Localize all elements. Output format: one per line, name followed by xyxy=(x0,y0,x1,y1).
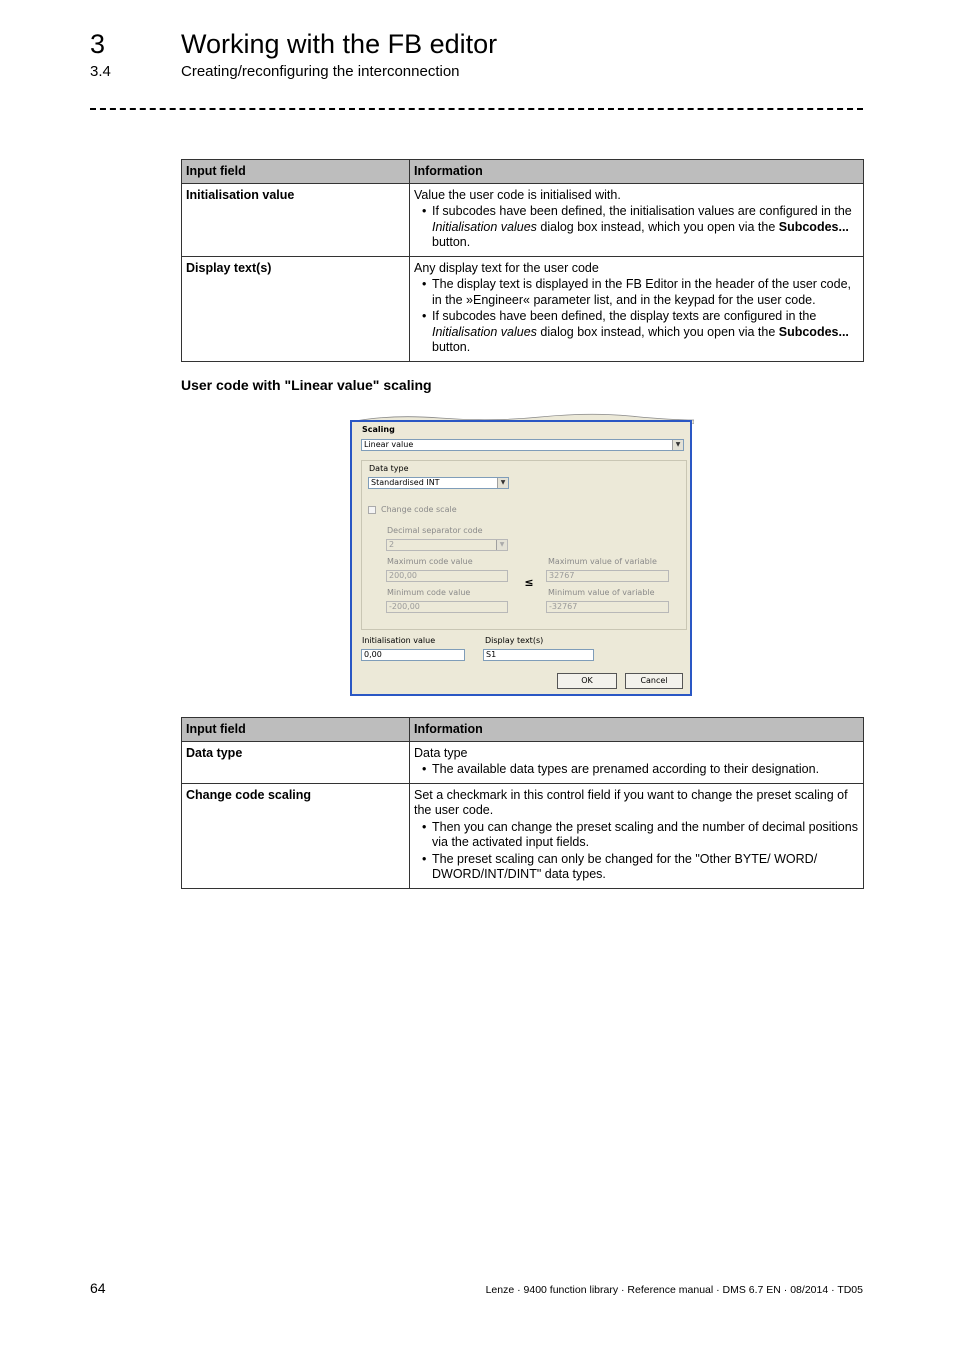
scaling-select[interactable]: Linear value ▼ xyxy=(361,439,684,451)
page-number: 64 xyxy=(90,1280,106,1296)
field-info xyxy=(410,741,864,783)
info-bullet: • Then you can change the preset scaling and the number of decimal positions via the activated input fields. xyxy=(432,820,859,851)
info-intro: Value the user code is initialised with. xyxy=(414,187,621,202)
info-bullet: • The available data types are prenamed according to their designation. xyxy=(432,762,859,778)
table-row xyxy=(182,256,864,361)
info-bullets xyxy=(414,820,859,883)
min-var-input[interactable]: -32767 xyxy=(546,601,669,613)
info-bullet: • If subcodes have been defined, the display texts are configured in the Initialisation values dialog box instead, which you open via the Subcodes... button. xyxy=(432,309,859,356)
column-header-information: Information xyxy=(410,718,864,742)
scaling-dialog xyxy=(350,420,692,696)
max-code-label: Maximum code value xyxy=(387,557,473,566)
header-divider xyxy=(90,108,863,110)
info-bullets xyxy=(414,204,859,251)
less-equal-icon: ≤ xyxy=(524,576,534,589)
column-header-input-field: Input field xyxy=(182,718,410,742)
footer-text: Lenze · 9400 function library · Reference manual · DMS 6.7 EN · 08/2014 · TD05 xyxy=(485,1284,863,1296)
change-code-scale-label: Change code scale xyxy=(381,505,457,514)
chevron-down-icon: ▼ xyxy=(672,440,683,450)
chapter-number: 3 xyxy=(90,29,106,59)
chevron-down-icon: ▼ xyxy=(496,540,507,550)
info-bullet: • If subcodes have been defined, the initialisation values are configured in the Initialisation values dialog box instead, which you open via the Subcodes... button. xyxy=(432,204,859,251)
info-table-scaling xyxy=(181,717,864,889)
min-var-label: Minimum value of variable xyxy=(548,588,655,597)
column-header-information: Information xyxy=(410,160,864,184)
field-info xyxy=(410,183,864,256)
display-text-label: Display text(s) xyxy=(485,636,544,645)
mapping-symbol xyxy=(524,577,534,589)
section-title: Creating/reconfiguring the interconnection xyxy=(181,63,460,80)
decimal-separator-label: Decimal separator code xyxy=(387,526,483,535)
field-name: Change code scaling xyxy=(182,783,410,888)
info-intro: Set a checkmark in this control field if you want to change the preset scaling of the user code. xyxy=(414,787,848,817)
field-info xyxy=(410,783,864,888)
min-code-input[interactable]: -200,00 xyxy=(386,601,508,613)
change-code-scale-checkbox[interactable] xyxy=(368,506,376,514)
table-row xyxy=(182,783,864,888)
chevron-down-icon: ▼ xyxy=(497,478,508,488)
table-row xyxy=(182,741,864,783)
table-header-row xyxy=(182,160,864,184)
table-header-row xyxy=(182,718,864,742)
max-code-input[interactable]: 200,00 xyxy=(386,570,508,582)
ok-button[interactable]: OK xyxy=(557,673,617,689)
info-bullet: • The preset scaling can only be changed for the "Other BYTE/ WORD/ DWORD/INT/DINT" data types. xyxy=(432,852,859,883)
data-type-select[interactable]: Standardised INT ▼ xyxy=(368,477,509,489)
info-bullets xyxy=(414,762,859,778)
subheading: User code with "Linear value" scaling xyxy=(181,377,432,393)
field-name: Data type xyxy=(182,741,410,783)
max-var-label: Maximum value of variable xyxy=(548,557,657,566)
field-name: Initialisation value xyxy=(182,183,410,256)
initialisation-value-label: Initialisation value xyxy=(362,636,436,645)
cancel-button[interactable]: Cancel xyxy=(625,673,683,689)
info-bullet: • The display text is displayed in the FB Editor in the header of the user code, in the »Engineer« parameter list, and in the keypad for the user code. xyxy=(432,277,859,308)
scaling-label: Scaling xyxy=(362,425,395,434)
data-type-label: Data type xyxy=(369,464,409,473)
column-header-input-field: Input field xyxy=(182,160,410,184)
info-table-initialisation xyxy=(181,159,864,362)
min-code-label: Minimum code value xyxy=(387,588,471,597)
decimal-separator-select[interactable]: 2 ▼ xyxy=(386,539,508,551)
info-bullets xyxy=(414,277,859,356)
display-text-input[interactable]: S1 xyxy=(483,649,594,661)
section-number: 3.4 xyxy=(90,63,111,80)
info-intro: Any display text for the user code xyxy=(414,260,599,275)
field-name: Display text(s) xyxy=(182,256,410,361)
initialisation-value-input[interactable]: 0,00 xyxy=(361,649,465,661)
table-row xyxy=(182,183,864,256)
max-var-input[interactable]: 32767 xyxy=(546,570,669,582)
chapter-title: Working with the FB editor xyxy=(181,29,498,59)
info-intro: Data type xyxy=(414,745,468,760)
field-info xyxy=(410,256,864,361)
